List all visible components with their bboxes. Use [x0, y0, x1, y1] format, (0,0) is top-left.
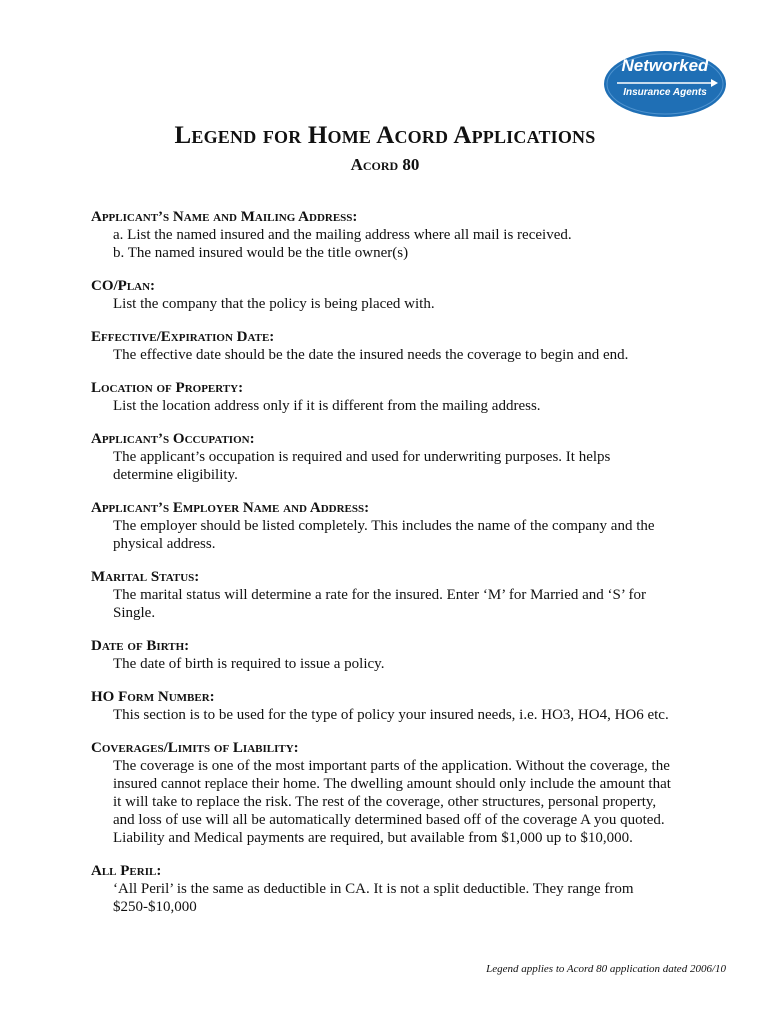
document-title: Legend for Home Acord Applications	[174, 122, 596, 149]
section-marital-status	[91, 569, 731, 622]
section-line: Liability and Medical payments are required, but available from $1,000 up to $10,000.	[113, 830, 633, 846]
section-heading: Applicant’s Occupation:	[91, 431, 255, 447]
section-effective-date	[91, 329, 731, 364]
section-ho-form	[91, 689, 731, 724]
logo-name: Networked	[621, 56, 709, 75]
company-logo	[603, 50, 727, 118]
section-line: The applicant’s occupation is required and used for underwriting purposes. It helps	[113, 449, 611, 465]
section-occupation	[91, 431, 731, 484]
section-heading: Effective/Expiration Date:	[91, 329, 275, 345]
section-line: determine eligibility.	[113, 467, 238, 483]
section-co-plan	[91, 278, 731, 313]
logo-tagline: Insurance Agents	[623, 87, 707, 98]
section-line: ‘All Peril’ is the same as deductible in CA. It is not a split deductible. They range from	[113, 881, 634, 897]
section-location	[91, 380, 731, 415]
section-heading: Applicant’s Employer Name and Address:	[91, 500, 370, 516]
section-line: b. The named insured would be the title owner(s)	[113, 245, 409, 261]
section-line: List the location address only if it is different from the mailing address.	[113, 398, 541, 414]
section-date-of-birth	[91, 638, 731, 673]
section-applicant-name	[91, 209, 731, 262]
section-line: The effective date should be the date the insured needs the coverage to begin and end.	[113, 347, 629, 363]
section-heading: Marital Status:	[91, 569, 200, 585]
section-line: The employer should be listed completely. This includes the name of the company and the	[113, 518, 655, 534]
section-heading: Applicant’s Name and Mailing Address:	[91, 209, 358, 225]
section-line: This section is to be used for the type of policy your insured needs, i.e. HO3, HO4, HO6 etc.	[113, 707, 669, 723]
section-heading: HO Form Number:	[91, 689, 215, 705]
section-line: and loss of use will all be automatically determined based off of the coverage A you quoted.	[113, 812, 665, 828]
section-line: physical address.	[113, 536, 216, 552]
section-line: Single.	[113, 605, 156, 621]
footer-note: Legend applies to Acord 80 application dated 2006/10	[486, 963, 726, 975]
section-line: The coverage is one of the most important parts of the application. Without the coverage, the	[113, 758, 670, 774]
section-heading: Date of Birth:	[91, 638, 190, 654]
section-all-peril	[91, 863, 731, 916]
document-subtitle: Acord 80	[350, 155, 420, 174]
section-heading: CO/Plan:	[91, 278, 156, 294]
section-heading: All Peril:	[91, 863, 162, 879]
section-line: The marital status will determine a rate for the insured. Enter ‘M’ for Married and ‘S’ for	[113, 587, 646, 603]
section-line: List the company that the policy is being placed with.	[113, 296, 435, 312]
section-coverages	[91, 740, 731, 847]
legend-content	[91, 209, 731, 932]
section-line: insured cannot replace their home. The dwelling amount should only include the amount that	[113, 776, 671, 792]
section-line: a. List the named insured and the mailing address where all mail is received.	[113, 227, 572, 243]
section-line: it will take to replace the risk. The rest of the coverage, other structures, personal property,	[113, 794, 657, 810]
section-employer	[91, 500, 731, 553]
section-line: $250-$10,000	[113, 899, 197, 915]
section-heading: Coverages/Limits of Liability:	[91, 740, 299, 756]
section-line: The date of birth is required to issue a policy.	[113, 656, 385, 672]
section-heading: Location of Property:	[91, 380, 244, 396]
